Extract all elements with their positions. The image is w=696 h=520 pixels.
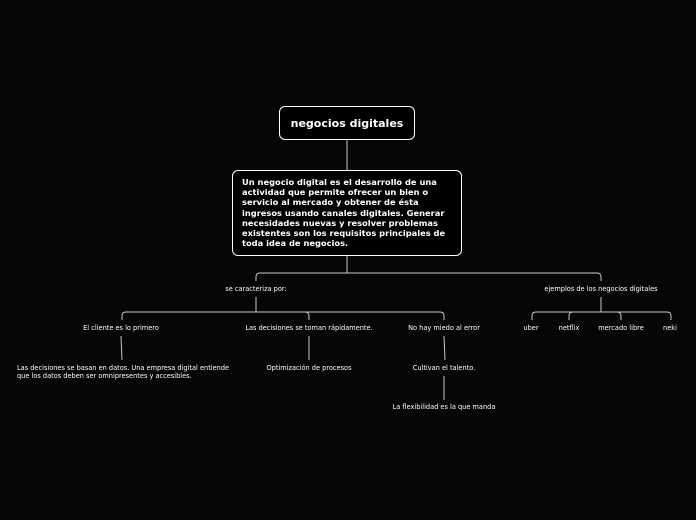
characteristic-decisiones[interactable]: Las decisiones se toman rápidamente. [245, 324, 373, 332]
talento-child-flexibilidad[interactable]: La flexibilidad es la que manda [392, 403, 496, 411]
example-uber[interactable]: uber [523, 324, 539, 332]
decisiones-child-optimizacion[interactable]: Optimización de procesos [266, 364, 352, 372]
connector-characteristics-bracket [122, 312, 444, 320]
connector-error-child [444, 336, 445, 360]
definition-node[interactable]: Un negocio digital es el desarrollo de una actividad que permite ofrecer un bien o servicio al mercado y obtener de ésta ingresos usando canales digitales. Generar necesidades nuevas y resolver problemas existentes son los requisitos principales de toda idea de negocios. [232, 170, 462, 256]
characteristic-error[interactable]: No hay miedo al error [408, 324, 480, 332]
cliente-child-datos[interactable]: Las decisiones se basan en datos. Una empresa digital entiende que los datos deben ser omnipresentes y accesibles. [17, 364, 230, 381]
examples-branch-label[interactable]: ejemplos de los negocios digitales [544, 285, 658, 293]
example-neki[interactable]: neki [663, 324, 677, 332]
connector-cliente-child [121, 336, 122, 360]
characteristic-cliente[interactable]: El cliente es lo primero [83, 324, 159, 332]
connector-examples-bracket [532, 312, 671, 320]
connector-level1-bracket [256, 273, 601, 281]
error-child-talento[interactable]: Cultivan el talento. [412, 364, 476, 372]
root-node[interactable]: negocios digitales [279, 106, 415, 140]
characteristics-branch-label[interactable]: se caracteriza por: [225, 285, 287, 293]
example-mercado-libre[interactable]: mercado libre [598, 324, 644, 332]
example-netflix[interactable]: netflix [558, 324, 580, 332]
